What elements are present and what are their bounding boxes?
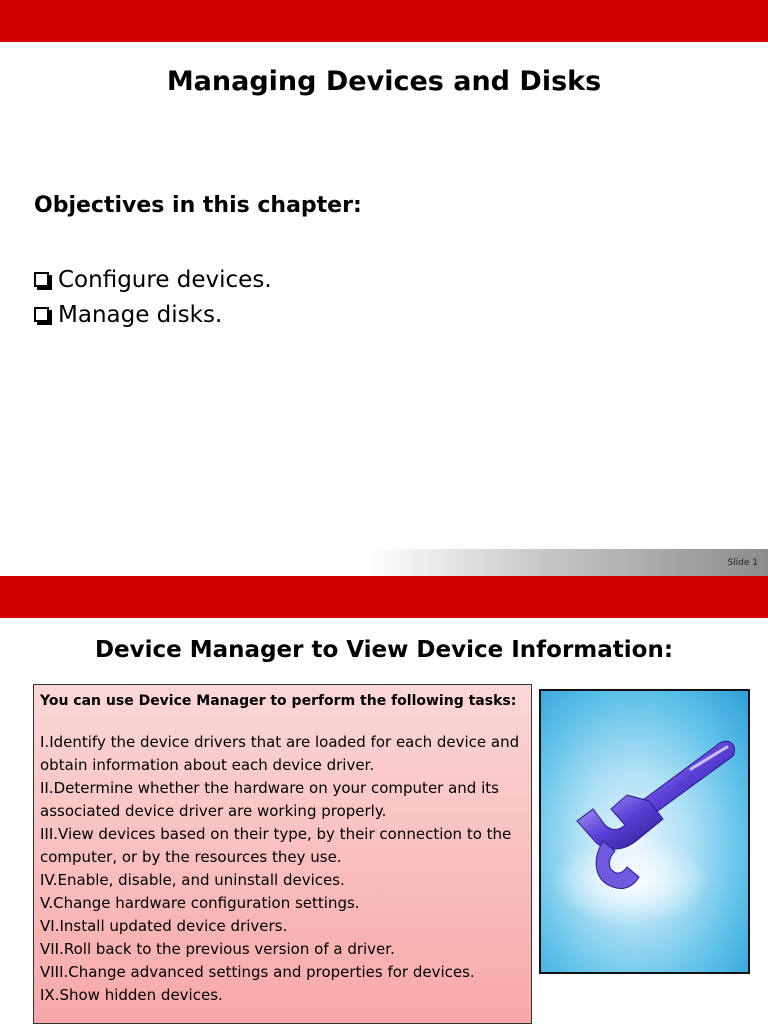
list-item: IX.Show hidden devices. <box>40 986 223 1004</box>
list-item: VII.Roll back to the previous version of a driver. <box>40 940 395 958</box>
objectives-list <box>34 262 272 332</box>
list-item: II.Determine whether the hardware on your computer and its associated device driver are working properly. <box>40 779 499 820</box>
slide-title: Device Manager to View Device Information: <box>94 637 674 663</box>
list-item: I.Identify the device drivers that are loaded for each device and obtain information about each device driver. <box>40 733 520 774</box>
list-item <box>34 262 272 297</box>
objective-text: Configure devices. <box>58 266 272 293</box>
tasks-box <box>33 684 532 1024</box>
checkbox-bullet-icon <box>34 272 49 287</box>
slide-2 <box>0 576 768 1024</box>
list-item: VIII.Change advanced settings and properties for devices. <box>40 963 475 981</box>
slide-footer <box>0 549 768 576</box>
top-red-bar <box>0 0 768 42</box>
tasks-intro: You can use Device Manager to perform the following tasks: <box>40 693 517 709</box>
tasks-list <box>40 731 525 1007</box>
wrench-icon <box>541 691 748 972</box>
top-red-bar <box>0 576 768 618</box>
list-item: III.View devices based on their type, by their connection to the computer, or by the resources they use. <box>40 825 512 866</box>
slide-title: Managing Devices and Disks <box>166 66 602 97</box>
list-item: IV.Enable, disable, and uninstall devices. <box>40 871 345 889</box>
objective-text: Manage disks. <box>58 301 223 328</box>
checkbox-bullet-icon <box>34 307 49 322</box>
objectives-heading: Objectives in this chapter: <box>34 193 362 218</box>
list-item: VI.Install updated device drivers. <box>40 917 288 935</box>
slide-number: Slide 1 <box>727 558 758 568</box>
list-item <box>34 297 272 332</box>
wrench-image <box>539 689 750 974</box>
list-item: V.Change hardware configuration settings. <box>40 894 360 912</box>
